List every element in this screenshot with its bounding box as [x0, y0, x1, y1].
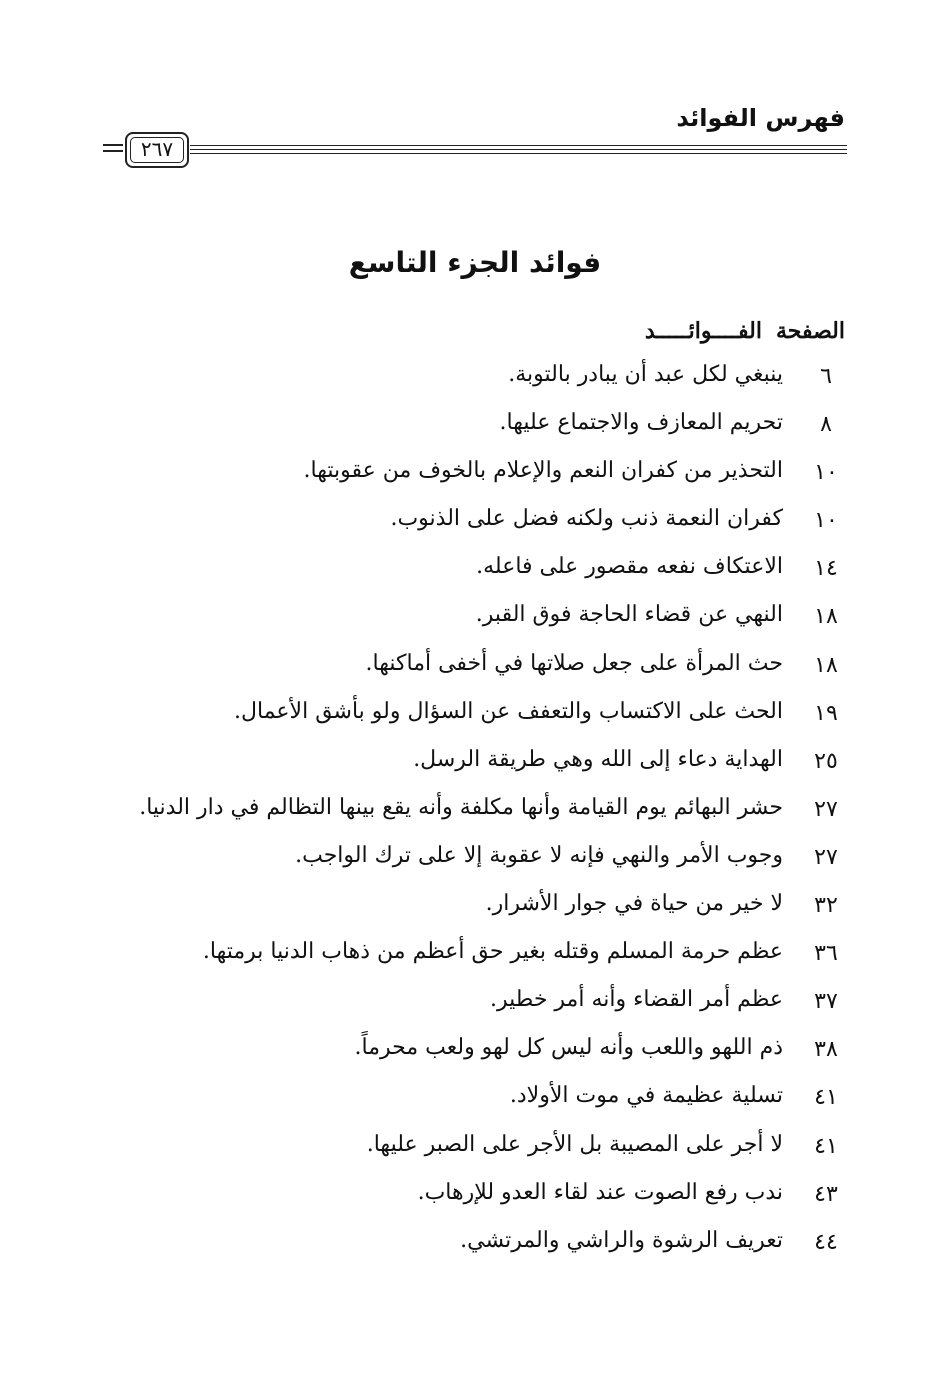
entry-text: كفران النعمة ذنب ولكنه فضل على الذنوب. [390, 506, 783, 532]
list-item [0, 1033, 950, 1081]
benefits-index-list [0, 360, 950, 1274]
list-item [0, 1081, 950, 1129]
entry-page-number: ٨ [820, 412, 832, 438]
entry-text: لا خير من حياة في جوار الأشرار. [485, 891, 783, 917]
entry-text: ندب رفع الصوت عند لقاء العدو للإرهاب. [417, 1179, 783, 1205]
entry-page-number: ٤٣ [814, 1181, 838, 1207]
benefits-column-header: الفــــوائـــــد [644, 318, 762, 344]
entry-text: التحذير من كفران النعم والإعلام بالخوف من عقوبتها. [303, 458, 783, 484]
entry-page-number: ٣٢ [814, 893, 838, 919]
entry-text: الاعتكاف نفعه مقصور على فاعله. [476, 554, 783, 580]
header-rule [190, 144, 847, 156]
entry-page-number: ١٤ [814, 556, 838, 582]
entry-text: وجوب الأمر والنهي فإنه لا عقوبة إلا على ترك الواجب. [295, 842, 783, 868]
entry-page-number: ١٨ [814, 604, 838, 630]
entry-text: تسلية عظيمة في موت الأولاد. [509, 1083, 783, 1109]
entry-text: ينبغي لكل عبد أن يبادر بالتوبة. [508, 362, 783, 387]
page-column-header: الصفحة [775, 318, 845, 344]
entry-text: حث المرأة على جعل صلاتها في أخفى أماكنها. [365, 650, 783, 676]
entry-page-number: ٣٨ [814, 1037, 838, 1063]
entry-text: الحث على الاكتساب والتعفف عن السؤال ولو بأشق الأعمال. [234, 698, 783, 724]
list-item [0, 841, 950, 889]
list-item [0, 697, 950, 745]
entry-page-number: ٤٤ [814, 1229, 838, 1255]
entry-page-number: ٢٧ [814, 844, 838, 870]
column-headers [645, 318, 845, 344]
section-title: فوائد الجزء التاسع [348, 246, 602, 279]
page-number: ٢٦٧ [140, 137, 174, 161]
header-rule-tail [103, 141, 123, 153]
entry-page-number: ٣٧ [814, 989, 838, 1015]
entry-text: لا أجر على المصيبة بل الأجر على الصبر عليها. [366, 1131, 783, 1157]
entry-page-number: ٤١ [814, 1085, 838, 1111]
entry-text: ذم اللهو واللعب وأنه ليس كل لهو ولعب محرماً. [354, 1035, 783, 1061]
list-item [0, 1130, 950, 1178]
entry-page-number: ٢٧ [814, 796, 838, 822]
entry-page-number: ١٠ [814, 460, 838, 486]
list-item [0, 600, 950, 648]
list-item [0, 456, 950, 504]
list-item [0, 985, 950, 1033]
entry-page-number: ١٩ [814, 700, 838, 726]
entry-page-number: ٣٦ [814, 941, 838, 967]
list-item [0, 889, 950, 937]
entry-page-number: ٦ [820, 364, 832, 389]
page-number-frame [125, 132, 189, 168]
running-header-title: فهرس الفوائد [676, 104, 845, 132]
list-item [0, 408, 950, 456]
list-item [0, 552, 950, 600]
list-item [0, 504, 950, 552]
entry-text: تحريم المعازف والاجتماع عليها. [499, 410, 783, 436]
list-item [0, 793, 950, 841]
entry-text: تعريف الرشوة والراشي والمرتشي. [460, 1227, 783, 1253]
list-item [0, 360, 950, 408]
entry-text: حشر البهائم يوم القيامة وأنها مكلفة وأنه يقع بينها التظالم في دار الدنيا. [139, 794, 783, 820]
list-item [0, 649, 950, 697]
entry-text: النهي عن قضاء الحاجة فوق القبر. [475, 602, 783, 628]
entry-text: الهداية دعاء إلى الله وهي طريقة الرسل. [413, 746, 783, 772]
entry-text: عظم أمر القضاء وأنه أمر خطير. [490, 987, 783, 1013]
entry-page-number: ١٨ [814, 652, 838, 678]
entry-page-number: ٢٥ [814, 748, 838, 774]
entry-page-number: ١٠ [814, 508, 838, 534]
list-item [0, 937, 950, 985]
entry-text: عظم حرمة المسلم وقتله بغير حق أعظم من ذهاب الدنيا برمتها. [202, 939, 783, 965]
list-item [0, 745, 950, 793]
entry-page-number: ٤١ [814, 1133, 838, 1159]
list-item [0, 1178, 950, 1226]
list-item [0, 1226, 950, 1274]
